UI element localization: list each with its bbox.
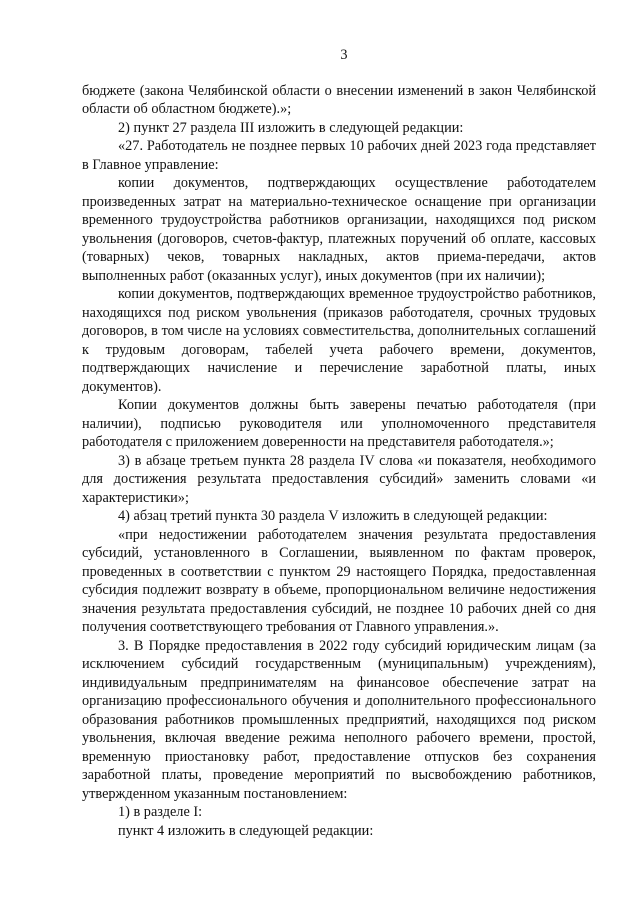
paragraph-item-4: 4) абзац третий пункта 30 раздела V изложить в следующей редакции:	[118, 508, 548, 524]
paragraph-subsidy-return: «при недостижении работодателем значения результата предоставления субсидий, установленного в Соглашении, выявленном по фактам проверок, проведенных в соответствии с пунктом 29 настоящего Порядка, предоставленная субсидия подлежит возврату в объеме, пропорциональном величине недостижения значения результата предоставления субсидий, не позднее 10 рабочих дней со дня получения соответствующего требования от Главного управления.».	[82, 526, 596, 635]
paragraph-section-3-order: 3. В Порядке предоставления в 2022 году субсидий юридическим лицам (за исключением субсидий государственным (муниципальным) учреждениям), индивидуальным предпринимателям на финансовое обеспечение затрат на организацию профессионального обучения и дополнительного профессионального образования работников промышленных предприятий, находящихся под риском увольнения, включая введение режима неполного рабочего времени, простой, временную приостановку работ, предоставление отпусков без сохранения заработной платы, проведение мероприятий по высвобождению работников, утвержденном указанным постановлением:	[82, 637, 596, 802]
paragraph-budget-law-end: бюджете (закона Челябинской области о внесении изменений в закон Челябинской области об областном бюджете).»;	[82, 82, 596, 117]
paragraph-copies-costs: копии документов, подтверждающих осуществление работодателем произведенных затрат на материально-техническое оснащение при организации временного трудоустройства работников организации, находящихся под риском увольнения (договоров, счетов-фактур, платежных поручений об оплате, кассовых (товарных) чеков, товарных накладных, актов приема-передачи, актов выполненных работ (оказанных услуг), иных документов (при их наличии);	[82, 175, 596, 284]
paragraph-clause-4: пункт 4 изложить в следующей редакции:	[118, 822, 374, 839]
paragraph-copies-employment: копии документов, подтверждающих временное трудоустройство работников, находящихся под риском увольнения (приказов работодателя, срочных трудовых договоров, в том числе на условиях совместительства, дополнительных соглашений к трудовым договорам, табелей учета рабочего времени, документов, подтверждающих начисление и перечисление заработной платы, иных документов).	[82, 286, 596, 395]
paragraph-certification: Копии документов должны быть заверены печатью работодателя (при наличии), подписью руководителя или уполномоченного представителя работодателя с приложением доверенности на представителя работодателя.»;	[82, 397, 596, 450]
page-number: 3	[340, 47, 348, 63]
paragraph-section-1: 1) в разделе I:	[118, 804, 203, 820]
paragraph-clause-27: «27. Работодатель не позднее первых 10 рабочих дней 2023 года представляет в Главное управление:	[82, 138, 596, 173]
paragraph-item-2: 2) пункт 27 раздела III изложить в следующей редакции:	[118, 119, 464, 136]
paragraph-item-3: 3) в абзаце третьем пункта 28 раздела IV слова «и показателя, необходимого для достижения результата предоставления субсидий» заменить словами «и характеристики»;	[82, 452, 596, 506]
